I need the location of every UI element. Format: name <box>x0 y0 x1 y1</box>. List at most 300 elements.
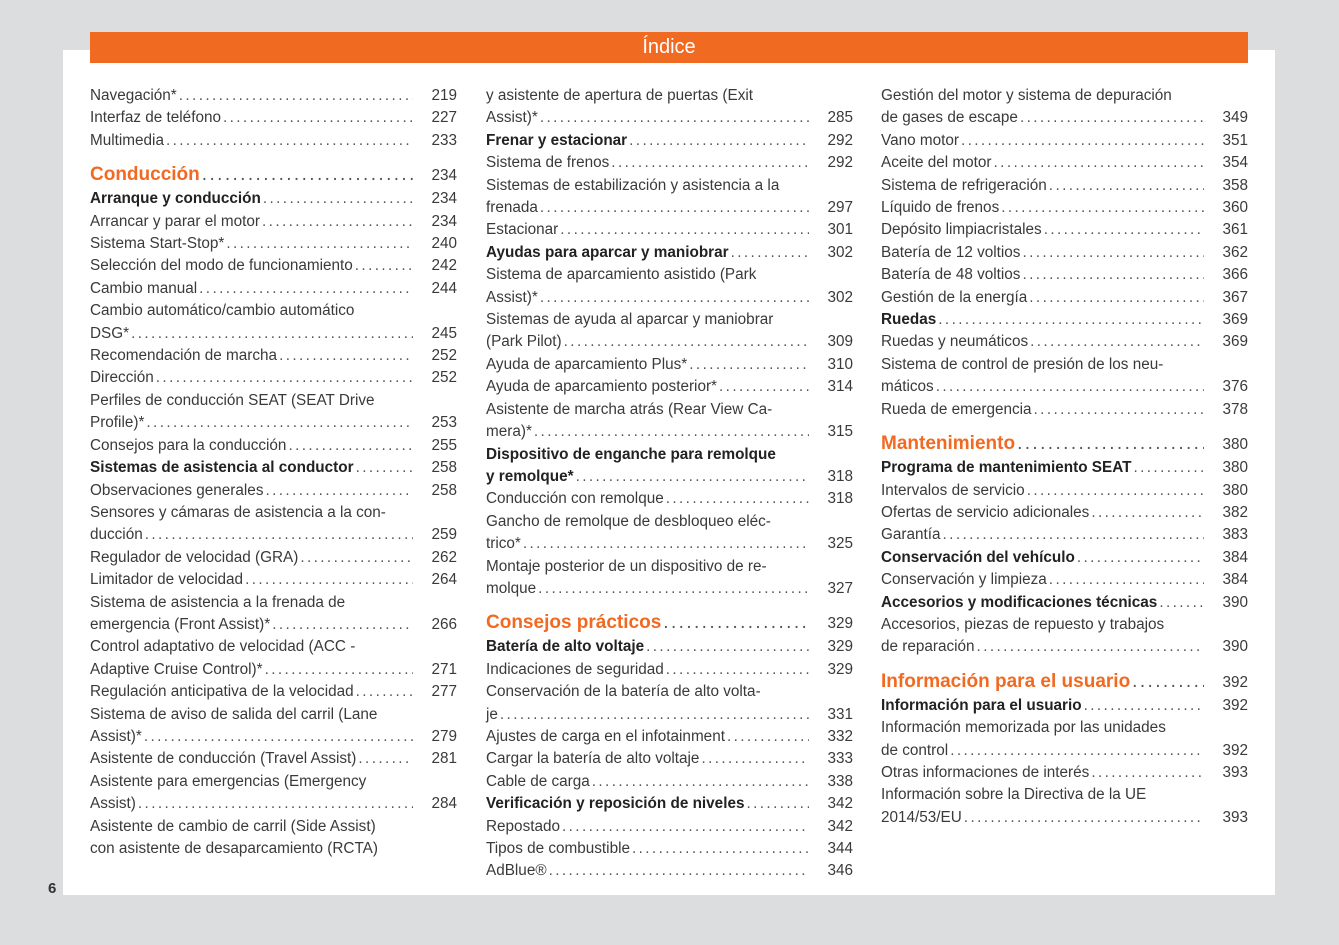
toc-entry-title: de reparación <box>881 638 975 656</box>
toc-entry-title: Observaciones generales <box>90 481 264 499</box>
dot-leader <box>1034 399 1204 421</box>
dot-leader <box>226 233 413 255</box>
toc-entry-page: 297 <box>827 199 853 217</box>
toc-entry-title-line: Asistente de cambio de carril (Side Assist) <box>90 817 376 835</box>
toc-entry[interactable] <box>486 771 853 793</box>
toc-entry-title: Batería de alto voltaje <box>486 638 645 656</box>
toc-entry-page: 354 <box>1222 154 1248 172</box>
dot-leader <box>560 219 809 241</box>
toc-entry-title: mera)* <box>486 423 532 441</box>
dot-leader <box>592 771 809 793</box>
toc-entry[interactable] <box>90 636 457 681</box>
toc-column-1 <box>90 85 457 860</box>
toc-entry-title-line: Gancho de remolque de desbloqueo eléc- <box>486 512 771 530</box>
toc-entry-title-line: Sistema de aviso de salida del carril (Lane <box>90 705 378 723</box>
toc-entry-title: de control <box>881 741 949 759</box>
toc-entry-title: Conservación del vehículo <box>881 548 1075 566</box>
toc-entry[interactable] <box>486 748 853 770</box>
dot-leader <box>1049 569 1204 591</box>
toc-entry-page: 378 <box>1222 400 1248 418</box>
toc-entry-title: Sistema de refrigeración <box>881 176 1047 194</box>
toc-entry-title-line: Información memorizada por las unidades <box>881 719 1166 737</box>
dot-leader <box>265 480 413 502</box>
toc-entry-title: 2014/53/EU <box>881 808 962 826</box>
toc-entry-title: Limitador de velocidad <box>90 571 244 589</box>
toc-entry-title: Selección del modo de funcionamiento <box>90 257 353 275</box>
dot-leader <box>994 152 1204 174</box>
toc-entry-page: 318 <box>827 467 853 485</box>
toc-entry-page: 234 <box>431 167 457 185</box>
toc-entry-page: 285 <box>827 109 853 127</box>
toc-section-entry[interactable] <box>486 793 853 815</box>
toc-entry[interactable] <box>881 197 1248 219</box>
toc-entry-page: 369 <box>1222 333 1248 351</box>
dot-leader <box>540 287 809 309</box>
toc-section-entry[interactable] <box>90 457 457 479</box>
dot-leader <box>245 569 413 591</box>
dot-leader <box>961 130 1204 152</box>
toc-entry[interactable] <box>486 309 853 354</box>
toc-entry[interactable] <box>90 502 457 547</box>
toc-entry-title: Conducción <box>90 164 200 186</box>
toc-entry[interactable] <box>486 556 853 601</box>
toc-entry-page: 380 <box>1222 481 1248 499</box>
toc-entry-page: 382 <box>1222 503 1248 521</box>
toc-entry-title: Consejos para la conducción <box>90 436 287 454</box>
toc-entry[interactable] <box>881 354 1248 399</box>
toc-entry[interactable] <box>881 502 1248 524</box>
toc-entry-title: Cable de carga <box>486 772 590 790</box>
dot-leader <box>300 547 413 569</box>
toc-entry[interactable] <box>90 130 457 152</box>
toc-entry-title: (Park Pilot) <box>486 333 562 351</box>
toc-entry-title-line: Sistema de control de presión de los neu- <box>881 355 1164 373</box>
toc-entry-page: 252 <box>431 347 457 365</box>
toc-entry-title: Depósito limpiacristales <box>881 221 1042 239</box>
dot-leader <box>950 740 1204 762</box>
toc-entry-page: 281 <box>431 750 457 768</box>
toc-entry-page: 332 <box>827 727 853 745</box>
toc-entry-title-line: Sistema de asistencia a la frenada de <box>90 593 346 611</box>
toc-section-entry[interactable] <box>486 130 853 152</box>
page-number: 6 <box>48 880 57 897</box>
toc-entry-title: Información para el usuario <box>881 670 1131 692</box>
toc-entry-title: Ruedas <box>881 311 937 329</box>
dot-leader <box>540 107 809 129</box>
toc-entry[interactable] <box>90 681 457 703</box>
dot-leader <box>272 614 413 636</box>
toc-entry-title: de gases de escape <box>881 109 1018 127</box>
toc-entry-title-line: Asistente de marcha atrás (Rear View Ca- <box>486 400 773 418</box>
toc-entry-title: Regulador de velocidad (GRA) <box>90 548 299 566</box>
toc-entry-title: Assist)* <box>486 288 538 306</box>
toc-entry[interactable] <box>90 255 457 277</box>
toc-entry-page: 327 <box>827 579 853 597</box>
toc-entry[interactable] <box>90 771 457 816</box>
toc-chapter-entry[interactable] <box>881 432 1248 457</box>
toc-entry[interactable] <box>90 569 457 591</box>
toc-entry[interactable] <box>881 399 1248 421</box>
toc-entry[interactable] <box>486 860 853 882</box>
toc-entry-title-line: Dispositivo de enganche para remolque <box>486 445 776 463</box>
toc-entry[interactable] <box>486 816 853 838</box>
dot-leader <box>540 197 809 219</box>
toc-entry-page: 252 <box>431 369 457 387</box>
toc-entry-title-line: Gestión del motor y sistema de depuración <box>881 87 1172 104</box>
toc-entry-page: 258 <box>431 481 457 499</box>
toc-entry[interactable] <box>486 175 853 220</box>
toc-entry-page: 376 <box>1222 378 1248 396</box>
toc-entry[interactable] <box>90 85 457 107</box>
toc-entry[interactable] <box>90 435 457 457</box>
dot-leader <box>727 726 809 748</box>
toc-entry-page: 253 <box>431 414 457 432</box>
dot-leader <box>629 130 809 152</box>
toc-entry[interactable] <box>486 399 853 444</box>
dot-leader <box>262 211 413 233</box>
toc-entry-title: DSG* <box>90 324 130 342</box>
toc-entry-title: Otras informaciones de interés <box>881 763 1090 781</box>
toc-entry-title: Programa de mantenimiento SEAT <box>881 459 1132 477</box>
toc-entry[interactable] <box>486 264 853 309</box>
toc-entry-title: je <box>486 705 498 723</box>
toc-entry-title: Aceite del motor <box>881 154 992 172</box>
dot-leader <box>279 345 413 367</box>
toc-entry-page: 342 <box>827 817 853 835</box>
toc-entry-title: Arrancar y parar el motor <box>90 212 261 230</box>
dot-leader <box>1049 175 1204 197</box>
toc-entry-title: Ruedas y neumáticos <box>881 333 1029 351</box>
toc-entry-page: 331 <box>827 705 853 723</box>
toc-entry[interactable] <box>881 287 1248 309</box>
toc-entry-title: Frenar y estacionar <box>486 131 628 149</box>
toc-entry[interactable] <box>486 838 853 860</box>
dot-leader <box>576 466 809 488</box>
toc-entry-title: Dirección <box>90 369 154 387</box>
toc-entry-title: Indicaciones de seguridad <box>486 660 664 678</box>
toc-entry-title: máticos <box>881 378 934 396</box>
toc-entry-page: 351 <box>1222 131 1248 149</box>
toc-entry-page: 310 <box>827 355 853 373</box>
dot-leader <box>356 681 413 703</box>
toc-entry[interactable] <box>90 704 457 749</box>
toc-entry[interactable] <box>90 278 457 300</box>
toc-entry-page: 384 <box>1222 548 1248 566</box>
toc-entry-title-line: Sistemas de estabilización y asistencia a la <box>486 176 780 194</box>
toc-entry-page: 358 <box>1222 176 1248 194</box>
toc-entry-title: Interfaz de teléfono <box>90 109 221 127</box>
toc-entry[interactable] <box>881 524 1248 546</box>
toc-entry[interactable] <box>486 219 853 241</box>
toc-entry[interactable] <box>881 569 1248 591</box>
toc-entry-page: 309 <box>827 333 853 351</box>
toc-entry-page: 279 <box>431 727 457 745</box>
toc-entry[interactable] <box>90 211 457 233</box>
toc-entry-page: 255 <box>431 436 457 454</box>
toc-section-entry[interactable] <box>486 444 853 489</box>
toc-entry[interactable] <box>90 748 457 770</box>
dot-leader <box>562 816 809 838</box>
toc-entry-page: 392 <box>1222 741 1248 759</box>
toc-entry-title: Ayudas para aparcar y maniobrar <box>486 243 729 261</box>
toc-entry-page: 383 <box>1222 526 1248 544</box>
toc-entry[interactable] <box>90 592 457 637</box>
toc-entry-page: 315 <box>827 423 853 441</box>
toc-entry-title: Ayuda de aparcamiento Plus* <box>486 355 688 373</box>
dot-leader <box>288 435 413 457</box>
dot-leader <box>701 748 809 770</box>
toc-entry-title: Información para el usuario <box>881 696 1082 714</box>
toc-entry-title-line: Información sobre la Directiva de la UE <box>881 786 1147 804</box>
dot-leader <box>646 636 809 658</box>
dot-leader <box>138 793 413 815</box>
dot-leader <box>179 85 413 107</box>
toc-entry[interactable] <box>881 219 1248 241</box>
dot-leader <box>936 376 1204 398</box>
dot-leader <box>146 412 413 434</box>
toc-entry-title-line: Perfiles de conducción SEAT (SEAT Drive <box>90 391 375 409</box>
toc-entry-page: 329 <box>827 660 853 678</box>
toc-entry-title: Sistemas de asistencia al conductor <box>90 459 354 477</box>
dot-leader <box>358 748 413 770</box>
toc-entry[interactable] <box>881 264 1248 286</box>
dot-leader <box>1133 457 1204 479</box>
toc-entry-title: Rueda de emergencia <box>881 400 1032 418</box>
toc-entry[interactable] <box>881 762 1248 784</box>
toc-entry-title-line: Sistemas de ayuda al aparcar y maniobrar <box>486 311 774 329</box>
toc-entry-title: Conservación y limpieza <box>881 571 1047 589</box>
dot-leader <box>265 659 413 681</box>
toc-entry-page: 325 <box>827 535 853 553</box>
toc-column-3 <box>881 85 1248 829</box>
toc-entry-page: 338 <box>827 772 853 790</box>
toc-entry-title: Gestión de la energía <box>881 288 1028 306</box>
dot-leader <box>156 367 413 389</box>
dot-leader <box>549 860 809 882</box>
toc-entry-page: 284 <box>431 795 457 813</box>
dot-leader <box>666 659 809 681</box>
dot-leader <box>1022 264 1204 286</box>
toc-entry-page: 393 <box>1222 808 1248 826</box>
toc-chapter-entry[interactable] <box>881 670 1248 695</box>
toc-section-entry[interactable] <box>881 309 1248 331</box>
toc-section-entry[interactable] <box>881 547 1248 569</box>
toc-entry-page: 259 <box>431 526 457 544</box>
toc-entry-page: 264 <box>431 571 457 589</box>
toc-entry-title: emergencia (Front Assist)* <box>90 615 271 633</box>
dot-leader <box>223 107 413 129</box>
toc-entry-page: 301 <box>827 221 853 239</box>
toc-entry-title: Tipos de combustible <box>486 840 630 857</box>
dot-leader <box>964 807 1204 829</box>
toc-entry-page: 349 <box>1222 109 1248 127</box>
dot-leader <box>1017 432 1204 456</box>
dot-leader <box>263 188 413 210</box>
toc-entry-title: Ayuda de aparcamiento posterior* <box>486 378 718 396</box>
dot-leader <box>611 152 809 174</box>
toc-entry[interactable] <box>90 233 457 255</box>
toc-entry[interactable] <box>486 354 853 376</box>
toc-entry[interactable] <box>486 681 853 726</box>
toc-entry[interactable] <box>881 130 1248 152</box>
toc-entry-page: 393 <box>1222 763 1248 781</box>
toc-entry-title: trico* <box>486 535 521 553</box>
toc-entry[interactable] <box>486 376 853 398</box>
toc-entry-page: 271 <box>431 660 457 678</box>
toc-entry-title: con asistente de desaparcamiento (RCTA) <box>90 840 378 857</box>
toc-entry[interactable] <box>90 300 457 345</box>
toc-entry-page: 392 <box>1222 696 1248 714</box>
dot-leader <box>500 704 809 726</box>
toc-entry[interactable] <box>881 242 1248 264</box>
toc-entry[interactable] <box>881 480 1248 502</box>
toc-entry-page: 369 <box>1222 311 1248 329</box>
toc-entry-title: Assist)* <box>90 727 142 745</box>
toc-entry-page: 361 <box>1222 221 1248 239</box>
toc-entry-title-line: Sistema de aparcamiento asistido (Park <box>486 266 757 284</box>
toc-entry[interactable] <box>486 85 853 130</box>
toc-entry-title: Ofertas de servicio adicionales <box>881 503 1090 521</box>
toc-entry[interactable] <box>881 784 1248 829</box>
dot-leader <box>199 278 413 300</box>
toc-entry-page: 244 <box>431 279 457 297</box>
toc-entry-title-line: Sensores y cámaras de asistencia a la con- <box>90 503 386 521</box>
toc-entry-title: Cambio manual <box>90 279 198 297</box>
toc-section-entry[interactable] <box>881 592 1248 614</box>
dot-leader <box>977 636 1204 658</box>
toc-entry-title: Sistema Start-Stop* <box>90 235 225 253</box>
toc-entry-page: 380 <box>1222 436 1248 454</box>
toc-entry-title: Líquido de frenos <box>881 199 1000 217</box>
toc-entry[interactable] <box>90 390 457 435</box>
dot-leader <box>1077 547 1204 569</box>
toc-entry[interactable] <box>881 175 1248 197</box>
toc-entry-title: ducción <box>90 526 143 544</box>
toc-entry-title: Consejos prácticos <box>486 612 662 634</box>
dot-leader <box>144 726 413 748</box>
toc-entry-page: 342 <box>827 795 853 813</box>
toc-column-2 <box>486 85 853 883</box>
toc-entry-page: 390 <box>1222 593 1248 611</box>
dot-leader <box>1020 107 1204 129</box>
toc-entry-title-line: Conservación de la batería de alto volta- <box>486 683 761 701</box>
toc-entry-page: 329 <box>827 615 853 633</box>
toc-entry-title: Assist)* <box>486 109 538 127</box>
toc-entry-page: 392 <box>1222 673 1248 691</box>
dot-leader <box>1030 331 1204 353</box>
toc-entry-title-line: Asistente para emergencias (Emergency <box>90 772 367 790</box>
dot-leader <box>1001 197 1204 219</box>
toc-entry[interactable] <box>486 488 853 510</box>
toc-entry[interactable] <box>486 152 853 174</box>
toc-entry-title: Profile)* <box>90 414 145 432</box>
dot-leader <box>1159 592 1204 614</box>
toc-entry-title: Arranque y conducción <box>90 190 261 208</box>
toc-section-entry[interactable] <box>881 695 1248 717</box>
toc-entry-page: 219 <box>431 87 457 104</box>
toc-entry[interactable] <box>90 547 457 569</box>
dot-leader <box>145 524 413 546</box>
dot-leader <box>1044 219 1204 241</box>
toc-entry[interactable] <box>90 107 457 129</box>
toc-entry-title: Batería de 12 voltios <box>881 243 1021 261</box>
dot-leader <box>746 793 809 815</box>
toc-entry-page: 266 <box>431 615 457 633</box>
toc-entry-page: 344 <box>827 840 853 857</box>
toc-section-entry[interactable] <box>90 188 457 210</box>
dot-leader <box>166 130 413 152</box>
toc-section-entry[interactable] <box>486 636 853 658</box>
toc-entry[interactable] <box>486 726 853 748</box>
toc-entry-title-line: y asistente de apertura de puertas (Exit <box>486 87 753 104</box>
toc-entry-page: 240 <box>431 235 457 253</box>
toc-entry[interactable] <box>90 816 457 861</box>
dot-leader <box>131 323 413 345</box>
dot-leader <box>943 524 1204 546</box>
toc-entry-title: molque <box>486 579 537 597</box>
dot-leader <box>355 255 413 277</box>
toc-entry[interactable] <box>881 717 1248 762</box>
toc-entry[interactable] <box>90 480 457 502</box>
toc-entry-title: Accesorios y modificaciones técnicas <box>881 593 1158 611</box>
toc-entry-title: Batería de 48 voltios <box>881 266 1021 284</box>
toc-entry-title: Navegación* <box>90 87 177 104</box>
toc-entry-page: 346 <box>827 862 853 880</box>
dot-leader <box>1084 695 1204 717</box>
toc-entry-title-line: Cambio automático/cambio automático <box>90 302 355 320</box>
toc-entry[interactable] <box>486 659 853 681</box>
toc-entry-page: 333 <box>827 750 853 768</box>
toc-entry-title: Ajustes de carga en el infotainment <box>486 727 725 745</box>
dot-leader <box>689 354 809 376</box>
dot-leader <box>564 331 809 353</box>
toc-entry[interactable] <box>881 85 1248 130</box>
toc-entry-title: Adaptive Cruise Control)* <box>90 660 263 678</box>
toc-entry-title: Conducción con remolque <box>486 490 664 508</box>
toc-entry-page: 277 <box>431 683 457 701</box>
toc-chapter-entry[interactable] <box>486 611 853 636</box>
toc-entry-page: 390 <box>1222 638 1248 656</box>
dot-leader <box>538 578 809 600</box>
toc-entry-page: 233 <box>431 131 457 149</box>
toc-entry-title: Mantenimiento <box>881 433 1016 455</box>
toc-entry-title-line: Accesorios, piezas de repuesto y trabajos <box>881 615 1165 633</box>
toc-entry-page: 384 <box>1222 571 1248 589</box>
toc-section-entry[interactable] <box>486 242 853 264</box>
toc-entry[interactable] <box>90 345 457 367</box>
toc-entry[interactable] <box>881 331 1248 353</box>
toc-entry-title-line: Control adaptativo de velocidad (ACC - <box>90 638 356 656</box>
dot-leader <box>356 457 413 479</box>
toc-entry[interactable] <box>881 152 1248 174</box>
toc-entry-page: 245 <box>431 324 457 342</box>
toc-entry-title: Regulación anticipativa de la velocidad <box>90 683 354 701</box>
dot-leader <box>1132 670 1204 694</box>
toc-entry-title: Assist) <box>90 795 136 813</box>
toc-entry-page: 362 <box>1222 243 1248 261</box>
toc-entry-page: 234 <box>431 212 457 230</box>
toc-entry-title: Repostado <box>486 817 560 835</box>
toc-chapter-entry[interactable] <box>90 163 457 188</box>
toc-entry[interactable] <box>486 511 853 556</box>
toc-entry-page: 292 <box>827 154 853 172</box>
toc-entry-title: y remolque* <box>486 467 574 485</box>
toc-entry[interactable] <box>90 367 457 389</box>
toc-entry-page: 292 <box>827 131 853 149</box>
toc-section-entry[interactable] <box>881 457 1248 479</box>
toc-entry[interactable] <box>881 614 1248 659</box>
dot-leader <box>1022 242 1204 264</box>
